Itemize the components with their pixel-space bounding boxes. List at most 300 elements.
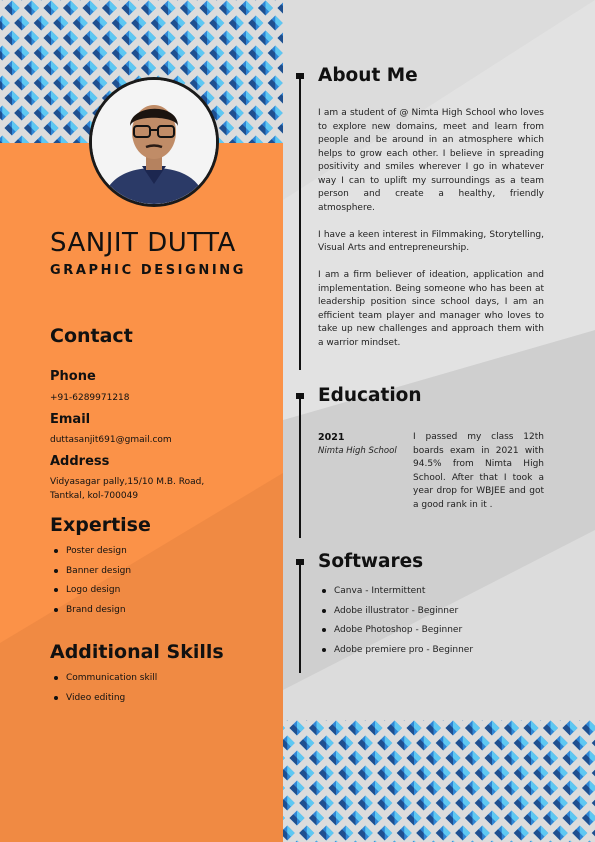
pattern-tile: [416, 826, 431, 841]
pattern-tile: [53, 76, 68, 91]
pattern-tile: [268, 0, 283, 1]
pattern-tile: [582, 781, 595, 796]
pattern-tile: [524, 721, 539, 736]
pattern-tile: [131, 16, 146, 31]
pattern-tile: [112, 16, 127, 31]
pattern-tile: [358, 720, 373, 721]
pattern-tile: [5, 31, 20, 46]
pattern-tile: [44, 61, 59, 76]
pattern-tile: [553, 796, 568, 811]
pattern-tile: [465, 811, 480, 826]
pattern-tile: [329, 751, 344, 766]
pattern-tile: [0, 0, 10, 1]
pattern-tile: [73, 0, 88, 1]
pattern-tile: [5, 121, 20, 136]
pattern-tile: [268, 106, 283, 121]
pattern-tile: [319, 720, 334, 721]
pattern-tile: [200, 31, 215, 46]
pattern-tile: [34, 106, 49, 121]
pattern-tile: [504, 811, 519, 826]
pattern-tile: [524, 811, 539, 826]
pattern-tile: [572, 796, 587, 811]
phone-value: +91-6289971218: [50, 393, 130, 403]
pattern-tile: [73, 16, 88, 31]
pattern-tile: [0, 46, 10, 61]
pattern-tile: [112, 46, 127, 61]
pattern-tile: [63, 31, 78, 46]
pattern-tile: [283, 766, 295, 781]
pattern-tile: [283, 736, 295, 751]
pattern-tile: [268, 76, 283, 91]
pattern-tile: [229, 46, 244, 61]
pattern-tile: [258, 121, 273, 136]
pattern-tile: [122, 1, 137, 16]
pattern-tile: [278, 121, 284, 136]
pattern-tile: [290, 721, 305, 736]
pattern-tile: [122, 61, 137, 76]
pattern-tile: [514, 736, 529, 751]
pattern-tile: [543, 781, 558, 796]
pattern-tile: [319, 796, 334, 811]
pattern-tile: [397, 826, 412, 841]
pattern-tile: [278, 31, 284, 46]
pattern-tile: [397, 796, 412, 811]
pattern-tile: [283, 796, 295, 811]
pattern-tile: [358, 736, 373, 751]
pattern-tile: [485, 721, 500, 736]
pattern-tile: [5, 61, 20, 76]
pattern-tile: [465, 721, 480, 736]
pattern-tile: [219, 61, 234, 76]
pattern-tile: [299, 720, 314, 721]
pattern-tile: [387, 781, 402, 796]
pattern-tile: [338, 796, 353, 811]
pattern-tile: [92, 46, 107, 61]
pattern-tile: [553, 826, 568, 841]
pattern-tile: [24, 61, 39, 76]
education-year: 2021: [318, 432, 345, 443]
pattern-tile: [200, 61, 215, 76]
pattern-tile: [24, 1, 39, 16]
pattern-tile: [524, 781, 539, 796]
pattern-tile: [229, 76, 244, 91]
pattern-tile: [368, 781, 383, 796]
pattern-tile: [377, 826, 392, 841]
pattern-tile: [455, 796, 470, 811]
pattern-tile: [572, 766, 587, 781]
pattern-tile: [102, 31, 117, 46]
phone-label: Phone: [50, 369, 96, 384]
pattern-tile: [475, 720, 490, 721]
pattern-tile: [494, 826, 509, 841]
pattern-tile: [319, 736, 334, 751]
pattern-tile: [533, 766, 548, 781]
pattern-tile: [416, 720, 431, 721]
pattern-tile: [485, 811, 500, 826]
pattern-tile: [283, 751, 285, 766]
pattern-tile: [582, 721, 595, 736]
about-paragraph: I have a keen interest in Filmmaking, Storytelling, Visual Arts and entrepreneurship.: [318, 229, 544, 253]
pattern-tile: [426, 721, 441, 736]
pattern-tile: [219, 31, 234, 46]
pattern-tile: [299, 736, 314, 751]
candidate-role: GRAPHIC DESIGNING: [50, 263, 247, 278]
softwares-heading: Softwares: [318, 551, 424, 572]
decorative-pattern-bottom-right: [283, 720, 595, 842]
pattern-tile: [14, 46, 29, 61]
pattern-tile: [514, 796, 529, 811]
pattern-tile: [436, 736, 451, 751]
pattern-tile: [309, 751, 324, 766]
pattern-tile: [524, 751, 539, 766]
pattern-tile: [258, 1, 273, 16]
pattern-tile: [348, 721, 363, 736]
pattern-tile: [24, 91, 39, 106]
pattern-tile: [283, 826, 295, 841]
pattern-tile: [14, 136, 29, 144]
pattern-tile: [426, 781, 441, 796]
pattern-tile: [475, 766, 490, 781]
education-heading: Education: [318, 385, 422, 406]
pattern-tile: [180, 31, 195, 46]
pattern-tile: [161, 31, 176, 46]
pattern-tile: [34, 136, 49, 144]
pattern-tile: [582, 811, 595, 826]
pattern-tile: [387, 721, 402, 736]
pattern-tile: [229, 136, 244, 144]
pattern-tile: [436, 720, 451, 721]
pattern-tile: [73, 136, 88, 144]
pattern-tile: [44, 121, 59, 136]
pattern-tile: [229, 16, 244, 31]
pattern-tile: [407, 751, 422, 766]
profile-photo: [89, 77, 219, 207]
pattern-tile: [553, 720, 568, 721]
pattern-tile: [426, 751, 441, 766]
pattern-tile: [63, 61, 78, 76]
about-paragraph: I am a student of @ Nimta High School who loves to explore new domains, meet and learn from people and be around in an atmosphere which helps to grow each other. I believe in spreading positivity and smiles wherever I go in whatever way I can to uplift my surroundings as a team person and create a healthy, friendly atmosphere.: [318, 108, 544, 213]
pattern-tile: [63, 91, 78, 106]
pattern-tile: [436, 766, 451, 781]
pattern-tile: [248, 136, 263, 144]
pattern-tile: [5, 91, 20, 106]
pattern-tile: [465, 751, 480, 766]
pattern-tile: [34, 16, 49, 31]
pattern-tile: [436, 826, 451, 841]
pattern-tile: [543, 751, 558, 766]
pattern-tile: [53, 106, 68, 121]
additional-skills-list: [50, 672, 157, 711]
pattern-tile: [416, 736, 431, 751]
pattern-tile: [475, 796, 490, 811]
pattern-tile: [290, 781, 305, 796]
list-item: Video editing: [50, 692, 157, 712]
list-item: Poster design: [50, 545, 131, 565]
pattern-tile: [407, 811, 422, 826]
pattern-tile: [338, 736, 353, 751]
pattern-tile: [426, 811, 441, 826]
pattern-tile: [485, 781, 500, 796]
pattern-tile: [190, 0, 205, 1]
pattern-tile: [248, 106, 263, 121]
pattern-tile: [329, 811, 344, 826]
about-text: [318, 107, 544, 364]
pattern-tile: [268, 46, 283, 61]
pattern-tile: [563, 781, 578, 796]
pattern-tile: [397, 736, 412, 751]
pattern-tile: [572, 720, 587, 721]
list-item: Communication skill: [50, 672, 157, 692]
pattern-tile: [446, 751, 461, 766]
pattern-tile: [446, 721, 461, 736]
pattern-tile: [209, 0, 224, 1]
address-line-1: Vidyasagar pally,15/10 M.B. Road,: [50, 477, 205, 487]
pattern-tile: [329, 721, 344, 736]
pattern-tile: [14, 76, 29, 91]
pattern-tile: [161, 1, 176, 16]
pattern-tile: [416, 766, 431, 781]
pattern-tile: [248, 76, 263, 91]
pattern-tile: [299, 826, 314, 841]
pattern-tile: [53, 16, 68, 31]
pattern-tile: [83, 61, 98, 76]
pattern-tile: [180, 61, 195, 76]
pattern-tile: [563, 751, 578, 766]
pattern-tile: [553, 766, 568, 781]
pattern-tile: [53, 136, 68, 144]
pattern-tile: [63, 1, 78, 16]
pattern-tile: [209, 46, 224, 61]
pattern-tile: [239, 31, 254, 46]
timeline-line-about: [299, 75, 301, 370]
pattern-tile: [239, 1, 254, 16]
pattern-tile: [358, 766, 373, 781]
pattern-tile: [24, 31, 39, 46]
pattern-tile: [377, 796, 392, 811]
pattern-tile: [338, 766, 353, 781]
pattern-tile: [368, 811, 383, 826]
pattern-tile: [436, 796, 451, 811]
list-item: Brand design: [50, 604, 131, 624]
about-heading: About Me: [318, 65, 418, 86]
pattern-tile: [14, 16, 29, 31]
pattern-tile: [446, 781, 461, 796]
pattern-tile: [53, 0, 68, 1]
pattern-tile: [368, 751, 383, 766]
pattern-tile: [34, 0, 49, 1]
pattern-tile: [455, 720, 470, 721]
pattern-tile: [5, 1, 20, 16]
pattern-tile: [170, 0, 185, 1]
email-value: duttasanjit691@gmail.com: [50, 435, 172, 445]
pattern-tile: [533, 826, 548, 841]
pattern-tile: [34, 46, 49, 61]
pattern-tile: [0, 136, 10, 144]
pattern-tile: [239, 91, 254, 106]
list-item: Logo design: [50, 584, 131, 604]
pattern-tile: [377, 720, 392, 721]
pattern-tile: [151, 46, 166, 61]
pattern-tile: [102, 1, 117, 16]
pattern-tile: [190, 46, 205, 61]
pattern-tile: [572, 736, 587, 751]
pattern-tile: [73, 76, 88, 91]
pattern-tile: [407, 781, 422, 796]
pattern-tile: [514, 826, 529, 841]
pattern-tile: [504, 721, 519, 736]
list-item: Canva - Intermittent: [318, 585, 473, 605]
address-line-2: Tantkal, kol-700049: [50, 491, 139, 501]
pattern-tile: [283, 720, 295, 721]
pattern-tile: [348, 751, 363, 766]
contact-heading: Contact: [50, 325, 133, 347]
pattern-tile: [283, 781, 285, 796]
pattern-tile: [299, 766, 314, 781]
pattern-tile: [553, 736, 568, 751]
pattern-tile: [248, 0, 263, 1]
pattern-tile: [572, 826, 587, 841]
list-item: Banner design: [50, 565, 131, 585]
pattern-tile: [446, 811, 461, 826]
pattern-tile: [283, 811, 285, 826]
pattern-tile: [161, 61, 176, 76]
pattern-tile: [416, 796, 431, 811]
expertise-heading: Expertise: [50, 514, 151, 536]
pattern-tile: [348, 811, 363, 826]
pattern-tile: [348, 781, 363, 796]
pattern-tile: [141, 31, 156, 46]
pattern-tile: [92, 0, 107, 1]
pattern-tile: [0, 76, 10, 91]
pattern-tile: [377, 766, 392, 781]
pattern-tile: [475, 826, 490, 841]
education-school: Nimta High School: [318, 446, 397, 456]
pattern-tile: [504, 781, 519, 796]
pattern-tile: [290, 751, 305, 766]
pattern-tile: [338, 720, 353, 721]
list-item: Adobe Photoshop - Beginner: [318, 624, 473, 644]
pattern-tile: [190, 16, 205, 31]
pattern-tile: [219, 1, 234, 16]
pattern-tile: [268, 16, 283, 31]
pattern-tile: [563, 811, 578, 826]
pattern-tile: [278, 1, 284, 16]
pattern-tile: [209, 16, 224, 31]
pattern-tile: [24, 121, 39, 136]
pattern-tile: [563, 721, 578, 736]
pattern-tile: [397, 766, 412, 781]
pattern-tile: [141, 1, 156, 16]
pattern-tile: [387, 751, 402, 766]
pattern-tile: [494, 720, 509, 721]
pattern-tile: [180, 1, 195, 16]
pattern-tile: [397, 720, 412, 721]
pattern-tile: [278, 91, 284, 106]
pattern-tile: [533, 736, 548, 751]
pattern-tile: [514, 720, 529, 721]
pattern-tile: [258, 91, 273, 106]
pattern-tile: [63, 121, 78, 136]
pattern-tile: [377, 736, 392, 751]
pattern-tile: [73, 106, 88, 121]
about-paragraph: I am a firm believer of ideation, application and implementation. Being someone who has been at leadership position since school days, I am an efficient team player and manager who loves to take up new challenges and approach them with a warrior mindset.: [318, 270, 544, 348]
pattern-tile: [465, 781, 480, 796]
list-item: Adobe illustrator - Beginner: [318, 605, 473, 625]
pattern-tile: [475, 736, 490, 751]
pattern-tile: [219, 91, 234, 106]
pattern-tile: [514, 766, 529, 781]
pattern-tile: [0, 16, 10, 31]
pattern-tile: [122, 31, 137, 46]
pattern-tile: [14, 106, 29, 121]
pattern-tile: [543, 811, 558, 826]
email-label: Email: [50, 412, 91, 427]
pattern-tile: [92, 16, 107, 31]
pattern-tile: [455, 826, 470, 841]
pattern-tile: [494, 736, 509, 751]
pattern-tile: [141, 61, 156, 76]
pattern-tile: [200, 1, 215, 16]
pattern-tile: [151, 0, 166, 1]
education-description: I passed my class 12th boards exam in 2021 with 94.5% from Nimta High School. After that I took a year drop for WBJEE and got a good rank in it .: [413, 432, 544, 510]
pattern-tile: [190, 76, 205, 91]
pattern-tile: [338, 826, 353, 841]
pattern-tile: [170, 46, 185, 61]
pattern-tile: [92, 76, 107, 91]
pattern-tile: [309, 721, 324, 736]
pattern-tile: [44, 91, 59, 106]
pattern-tile: [494, 766, 509, 781]
pattern-tile: [73, 46, 88, 61]
pattern-tile: [504, 751, 519, 766]
pattern-tile: [533, 796, 548, 811]
list-item: Adobe premiere pro - Beginner: [318, 644, 473, 664]
pattern-tile: [44, 31, 59, 46]
pattern-tile: [358, 826, 373, 841]
pattern-tile: [258, 31, 273, 46]
pattern-tile: [209, 76, 224, 91]
pattern-tile: [582, 751, 595, 766]
timeline-line-education: [299, 395, 301, 538]
pattern-tile: [229, 106, 244, 121]
timeline-marker-about: [296, 73, 304, 79]
address-label: Address: [50, 454, 110, 469]
pattern-tile: [239, 121, 254, 136]
pattern-tile: [44, 1, 59, 16]
candidate-name: SANJIT DUTTA: [50, 228, 236, 258]
timeline-marker-education: [296, 393, 304, 399]
pattern-tile: [112, 0, 127, 1]
pattern-tile: [319, 766, 334, 781]
pattern-tile: [268, 136, 283, 144]
expertise-list: [50, 545, 131, 623]
pattern-tile: [543, 721, 558, 736]
pattern-tile: [102, 61, 117, 76]
pattern-tile: [494, 796, 509, 811]
pattern-tile: [533, 720, 548, 721]
softwares-list: [318, 585, 473, 663]
timeline-line-softwares: [299, 561, 301, 673]
additional-skills-heading: Additional Skills: [50, 641, 224, 663]
pattern-tile: [319, 826, 334, 841]
pattern-tile: [248, 16, 263, 31]
pattern-tile: [358, 796, 373, 811]
pattern-tile: [14, 0, 29, 1]
pattern-tile: [0, 106, 10, 121]
pattern-tile: [258, 61, 273, 76]
pattern-tile: [53, 46, 68, 61]
pattern-tile: [455, 766, 470, 781]
